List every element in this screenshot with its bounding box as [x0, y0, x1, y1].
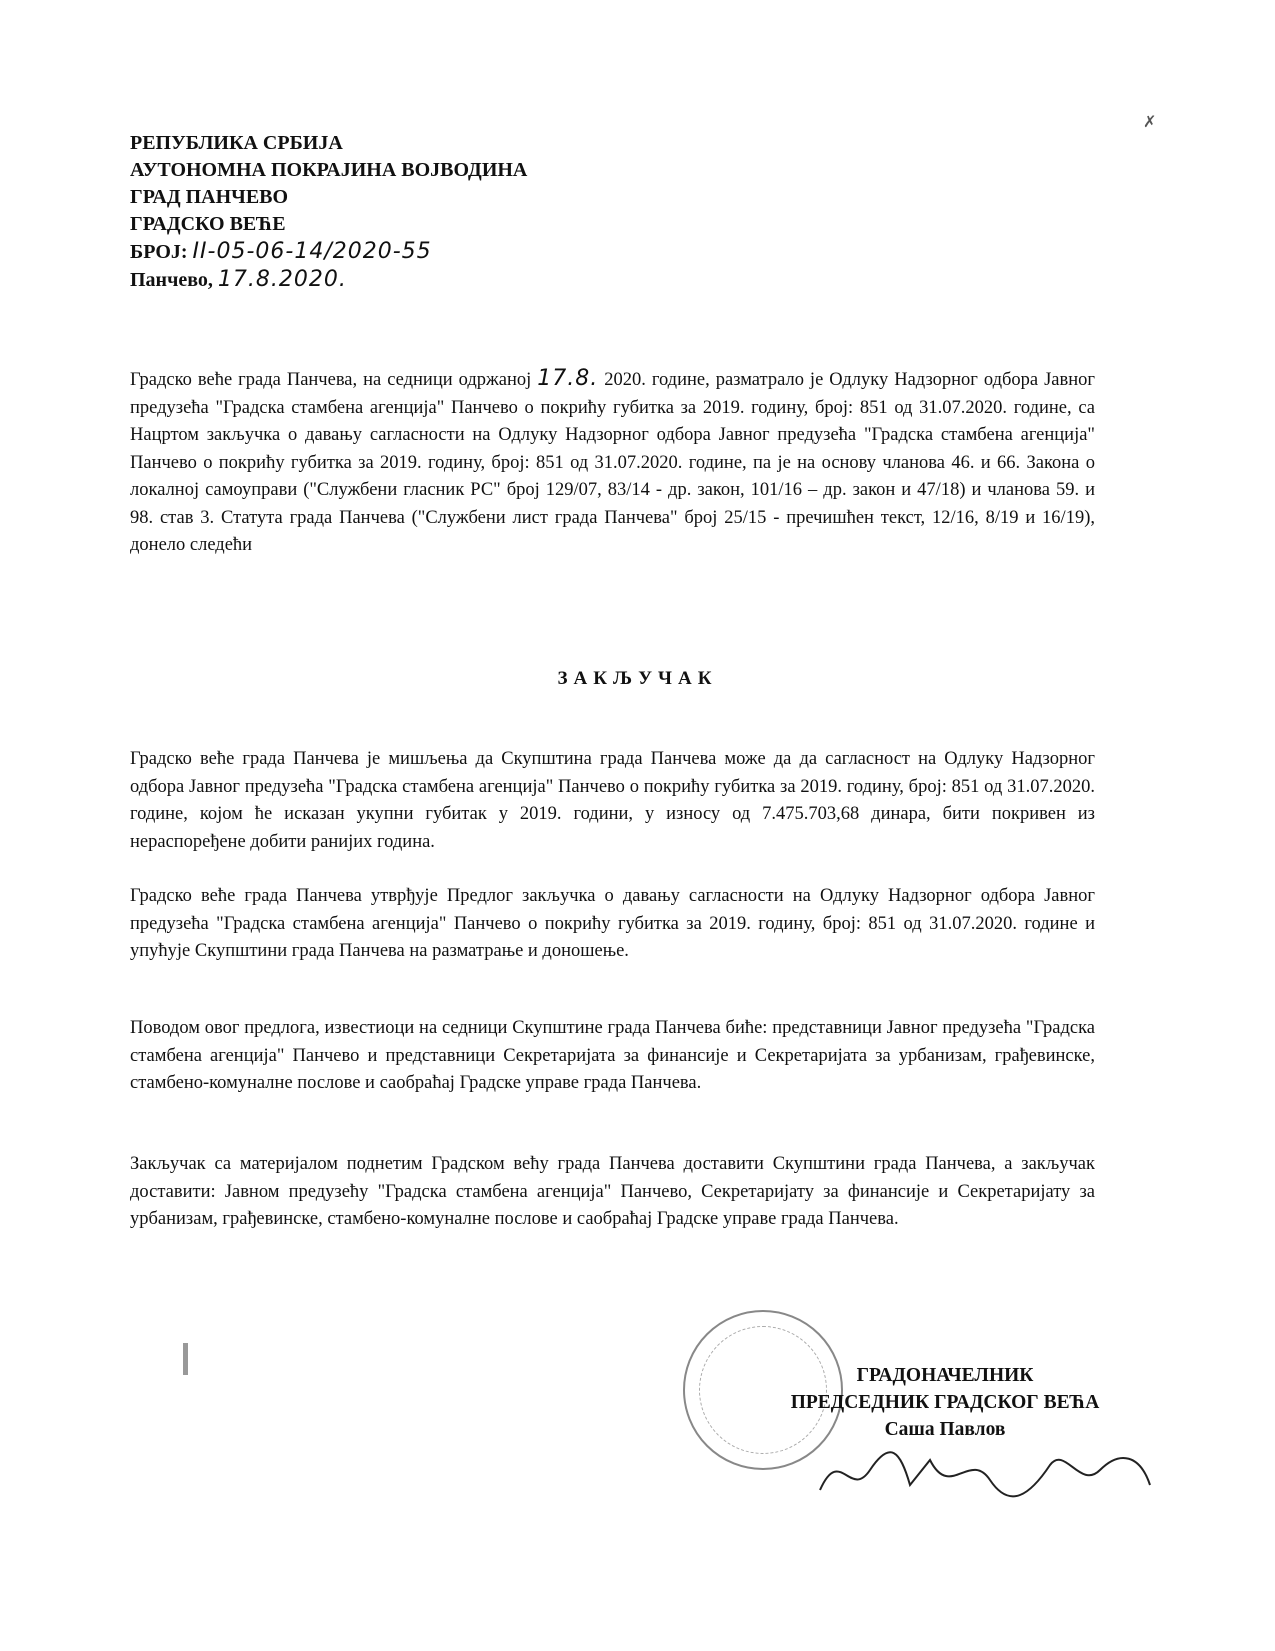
handwritten-session-date: 17.8.: [537, 366, 599, 391]
place-label: Панчево,: [130, 269, 213, 291]
header-city: ГРАД ПАНЧЕВО: [130, 186, 289, 208]
date-value: 17.8.2020.: [217, 267, 347, 292]
header-place-date: [130, 266, 527, 294]
paragraph-4: Закључак са материјалом поднетим Градском већу града Панчева доставити Скупштини града Панчева, а закључак доставити: Јавном предузећу "Градска стамбена агенција" Панчево, Секретаријату за финансије и Секретаријату за урбанизам, грађевинске, стамбено-комуналне послове и саобраћај Градске управе града Панчева.: [130, 1154, 1095, 1229]
document-header: [130, 130, 527, 294]
signature-block: [745, 1362, 1145, 1443]
corner-mark: ✗: [1143, 114, 1157, 131]
intro-text-start: Градско веће града Панчева, на седници одржаној: [130, 370, 538, 390]
scan-mark: [183, 1343, 188, 1375]
number-label: БРОЈ:: [130, 241, 188, 263]
paragraph-2: Градско веће града Панчева утврђује Предлог закључка о давању сагласности на Одлуку Надзорног одбора Јавног предузећа "Градска стамбена агенција" Панчево о покрићу губитка за 2019. годину, број: 851 од 31.07.2020. године и упућује Скупштини града Панчева на разматрање и доношење.: [130, 886, 1095, 961]
number-value: II-05-06-14/2020-55: [192, 239, 432, 264]
handwritten-signature: [810, 1440, 1160, 1510]
paragraph-3: Поводом овог предлога, известиоци на седници Скупштине града Панчева биће: представници Јавног предузећа "Градска стамбена агенција" Панчево и представници Секретаријата за финансије и Секретаријата за урбанизам, грађевинске, стамбено-комуналне послове и саобраћај Градске управе града Панчева.: [130, 1018, 1095, 1093]
signatory-name: Саша Павлов: [884, 1419, 1006, 1440]
header-council: ГРАДСКО ВЕЋЕ: [130, 213, 286, 235]
header-province: АУТОНОМНА ПОКРАЈИНА ВОЈВОДИНА: [130, 159, 528, 181]
intro-text-rest: 2020. године, разматрало је Одлуку Надзорног одбора Јавног предузећа "Градска стамбена агенција" Панчево о покрићу губитка за 2019. годину, број: 851 од 31.07.2020. године, са Нацртом закључка о давању сагласности на Одлуку Надзорног одбора Јавног предузећа "Градска стамбена агенција" Панчево о покрићу губитка за 2019. годину, број: 851 од 31.07.2020. године, па је на основу чланова 46. и 66. Закона о локалној самоуправи ("Службени гласник РС" број 129/07, 83/14 - др. закон, 101/16 – др. закон и 47/18) и чланова 59. и 98. став 3. Статута града Панчева ("Службени лист града Панчева" број 25/15 - пречишћен текст, 12/16, 8/19 и 16/19), донело следећи: [130, 370, 1095, 555]
header-number: [130, 238, 527, 266]
signature-title-mayor: ГРАДОНАЧЕЛНИК: [856, 1365, 1034, 1386]
intro-paragraph: [130, 365, 1095, 560]
paragraph-1: Градско веће града Панчева је мишљења да Скупштина града Панчева може да да сагласност на Одлуку Надзорног одбора Јавног предузећа "Градска стамбена агенција" Панчево о покрићу губитка за 2019. годину, број: 851 од 31.07.2020. године, којом ће исказан укупни губитак у 2019. години, у износу од 7.475.703,68 динара, бити покривен из нераспоређене добити ранијих година.: [130, 749, 1095, 852]
header-republic: РЕПУБЛИКА СРБИЈА: [130, 132, 343, 154]
document-title: ЗАКЉУЧАК: [557, 668, 718, 689]
signature-title-president: ПРЕДСЕДНИК ГРАДСКОГ ВЕЋА: [790, 1392, 1100, 1413]
